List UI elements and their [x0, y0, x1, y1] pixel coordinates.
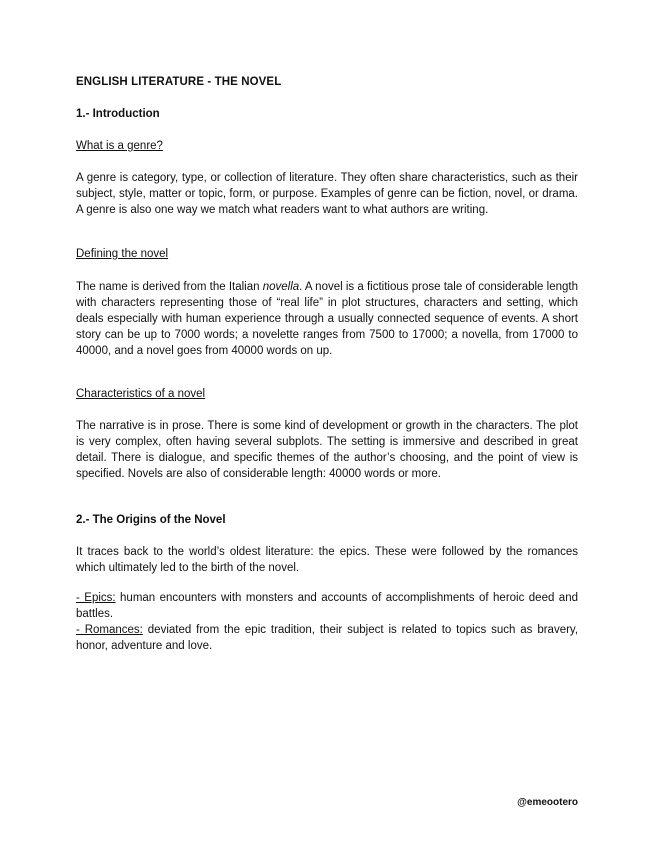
epics-label: - Epics: — [76, 592, 116, 604]
paragraph-romances — [76, 622, 578, 654]
epics-text: human encounters with monsters and accounts of accomplishments of heroic deed and battles. — [76, 592, 578, 620]
section-heading-origins: 2.- The Origins of the Novel — [76, 514, 226, 526]
section-heading-introduction: 1.- Introduction — [76, 108, 160, 120]
romances-text: deviated from the epic tradition, their subject is related to topics such as bravery, honor, adventure and love. — [76, 624, 579, 652]
paragraph-defining-novel — [76, 279, 578, 359]
document-title: ENGLISH LITERATURE - THE NOVEL — [76, 76, 282, 88]
author-credit: @emeootero — [517, 797, 578, 808]
romances-label: - Romances: — [76, 624, 143, 636]
defining-italic-word: novella — [262, 281, 300, 293]
defining-text-before: The name is derived from the Italian — [76, 281, 263, 293]
paragraph-epics — [76, 590, 578, 622]
subheading-characteristics: Characteristics of a novel — [76, 388, 206, 400]
paragraph-characteristics: The narrative is in prose. There is some kind of development or growth in the characters. The plot is very complex, often having several subplots. The setting is immersive and described in great detail. There is dialogue, and specific themes of the author’s choosing, and the point of view is specified. Novels are also of considerable length: 40000 words or more. — [76, 420, 578, 480]
paragraph-origins-intro: It traces back to the world’s oldest literature: the epics. These were followed by the romances which ultimately led to the birth of the novel. — [76, 546, 578, 574]
defining-text-after: . A novel is a fictitious prose tale of considerable length with characters representing those of “real life” in plot structures, characters and setting, which deals especially with human experience through a usually connected sequence of events. A short story can be up to 7000 words; a novelette ranges from 7500 to 17000; a novella, from 17000 to 40000, and a novel goes from 40000 words on up. — [76, 281, 578, 357]
subheading-what-is-genre: What is a genre? — [76, 140, 163, 152]
subheading-defining-novel: Defining the novel — [76, 248, 169, 260]
paragraph-genre: A genre is category, type, or collection of literature. They often share characteristics, such as their subject, style, matter or topic, form, or purpose. Examples of genre can be fiction, novel, or drama. A genre is also one way we match what readers want to what authors are writing. — [76, 172, 578, 216]
